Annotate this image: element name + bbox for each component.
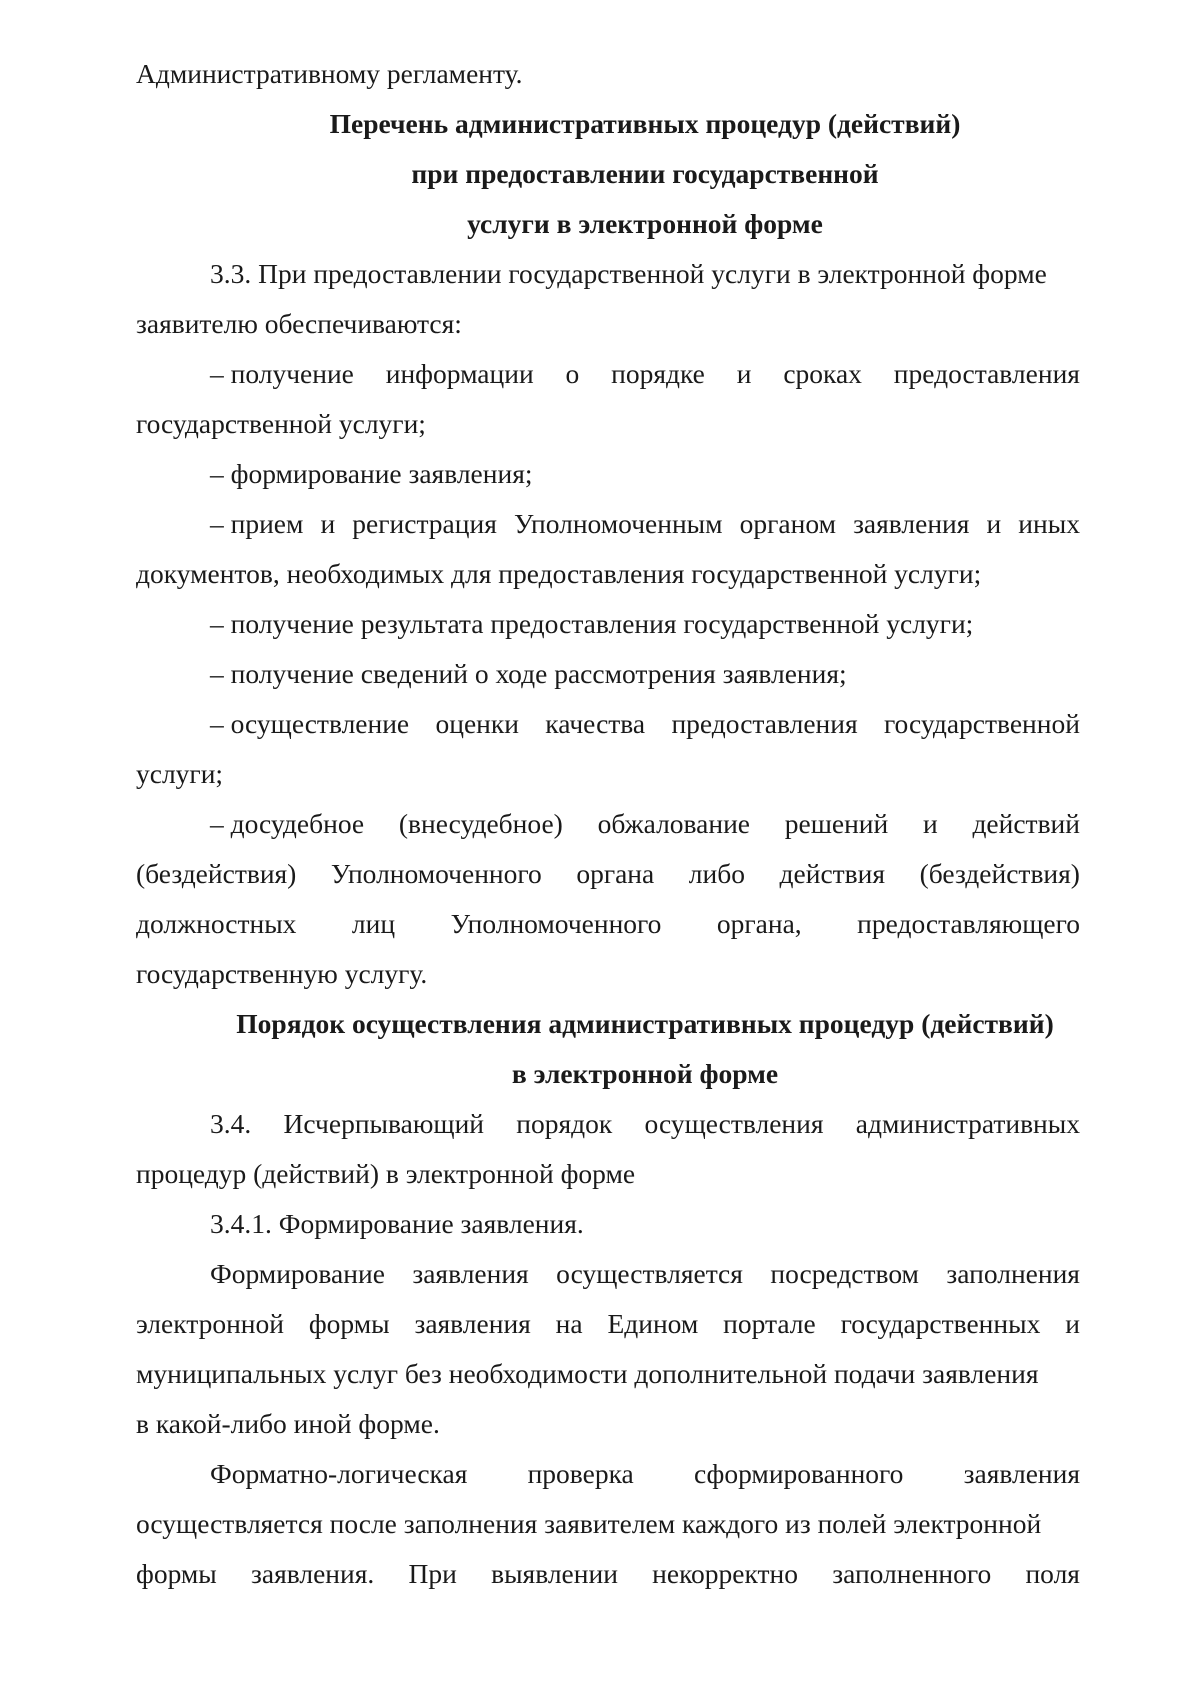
word: решений: [784, 808, 889, 839]
word: – осуществление: [210, 708, 410, 739]
word: заполнения: [946, 1258, 1080, 1289]
list-item-1-line1: [210, 357, 1080, 391]
list-item-7-line3: [136, 907, 1080, 941]
heading-procedures-line3: услуги в электронной форме: [467, 208, 823, 239]
word: заполненного: [832, 1558, 992, 1589]
paragraph-form-line4: в какой-либо иной форме.: [136, 1408, 440, 1439]
list-item-6-line2: услуги;: [136, 758, 224, 789]
paragraph-check-line2: осуществляется после заполнения заявителем каждого из полей электронной: [136, 1508, 1042, 1539]
paragraph-check-line3: [136, 1557, 1080, 1591]
list-item-2: – формирование заявления;: [210, 458, 533, 489]
word: сформированного: [693, 1458, 904, 1489]
list-item-4: – получение результата предоставления государственной услуги;: [210, 608, 974, 639]
word: сроках: [783, 358, 862, 389]
word: иных: [1018, 508, 1080, 539]
word: поля: [1025, 1558, 1080, 1589]
list-item-7-line2: [136, 857, 1080, 891]
word: Уполномоченным: [513, 508, 723, 539]
word: осуществления: [644, 1108, 824, 1139]
word: административных: [855, 1108, 1080, 1139]
word: на: [555, 1308, 583, 1339]
top-fragment: Административному регламенту.: [136, 58, 523, 89]
word: порядок: [516, 1108, 613, 1139]
word: предоставления: [671, 708, 858, 739]
word: предоставления: [893, 358, 1080, 389]
word: Формирование: [210, 1258, 385, 1289]
word: проверка: [527, 1458, 634, 1489]
paragraph-3-4-line2: процедур (действий) в электронной форме: [136, 1158, 636, 1189]
paragraph-form-line1: [210, 1257, 1080, 1291]
word: заявления: [412, 1258, 529, 1289]
word: либо: [688, 858, 745, 889]
word: государственных: [840, 1308, 1041, 1339]
word: формы: [308, 1308, 390, 1339]
list-item-1-line2: государственной услуги;: [136, 408, 426, 439]
word: должностных: [136, 908, 297, 939]
paragraph-form-line2: [136, 1307, 1080, 1341]
word: и: [736, 358, 752, 389]
word: информации: [385, 358, 534, 389]
word: оценки: [435, 708, 519, 739]
word: Уполномоченного: [330, 858, 542, 889]
word: заявления: [414, 1308, 531, 1339]
word: Уполномоченного: [450, 908, 662, 939]
word: посредством: [770, 1258, 919, 1289]
word: о: [565, 358, 580, 389]
heading-order-line1: Порядок осуществления административных процедур (действий): [236, 1008, 1054, 1039]
word: качества: [545, 708, 646, 739]
word: заявления: [963, 1458, 1080, 1489]
paragraph-3-4-1: 3.4.1. Формирование заявления.: [210, 1208, 584, 1239]
word: формы: [136, 1558, 217, 1589]
word: порядке: [611, 358, 705, 389]
word: При: [408, 1558, 457, 1589]
word: лиц: [351, 908, 396, 939]
heading-order-line2: в электронной форме: [511, 1058, 779, 1089]
word: 3.4.: [210, 1108, 252, 1139]
list-item-5: – получение сведений о ходе рассмотрения заявления;: [210, 658, 847, 689]
word: органа: [576, 858, 655, 889]
word: действий: [972, 808, 1080, 839]
paragraph-3-3-line1: 3.3. При предоставлении государственной услуги в электронной форме: [210, 258, 1047, 289]
word: заявления: [853, 508, 970, 539]
word: Едином: [607, 1308, 699, 1339]
word: – досудебное: [210, 808, 365, 839]
word: и: [1065, 1308, 1080, 1339]
word: – прием: [210, 508, 304, 539]
word: органом: [739, 508, 836, 539]
list-item-6-line1: [210, 707, 1080, 741]
word: предоставляющего: [857, 908, 1080, 939]
list-item-3-line1: [210, 507, 1080, 541]
word: действия: [779, 858, 886, 889]
word: выявлении: [491, 1558, 618, 1589]
paragraph-check-line1: [210, 1457, 1080, 1491]
word: осуществляется: [556, 1258, 743, 1289]
word: регистрация: [352, 508, 497, 539]
word: обжалование: [597, 808, 751, 839]
word: электронной: [136, 1308, 284, 1339]
word: Исчерпывающий: [283, 1108, 485, 1139]
paragraph-3-3-line2: заявителю обеспечиваются:: [136, 308, 462, 339]
word: заявления.: [251, 1558, 375, 1589]
word: и: [986, 508, 1002, 539]
word: и: [320, 508, 336, 539]
word: (бездействия): [919, 858, 1080, 889]
paragraph-form-line3: муниципальных услуг без необходимости дополнительной подачи заявления: [136, 1358, 1039, 1389]
word: органа,: [716, 908, 802, 939]
list-item-3-line2: документов, необходимых для предоставления государственной услуги;: [136, 558, 982, 589]
word: – получение: [210, 358, 354, 389]
heading-procedures-line1: Перечень административных процедур (действий): [329, 108, 961, 139]
paragraph-3-4-line1: [210, 1107, 1080, 1141]
word: (внесудебное): [398, 808, 563, 839]
word: Форматно-логическая: [210, 1458, 468, 1489]
word: государственной: [883, 708, 1080, 739]
word: (бездействия): [136, 858, 297, 889]
word: некорректно: [652, 1558, 798, 1589]
word: портале: [723, 1308, 816, 1339]
list-item-7-line1: [210, 807, 1080, 841]
heading-procedures-line2: при предоставлении государственной: [411, 158, 879, 189]
list-item-7-line4: государственную услугу.: [136, 958, 428, 989]
word: и: [922, 808, 938, 839]
